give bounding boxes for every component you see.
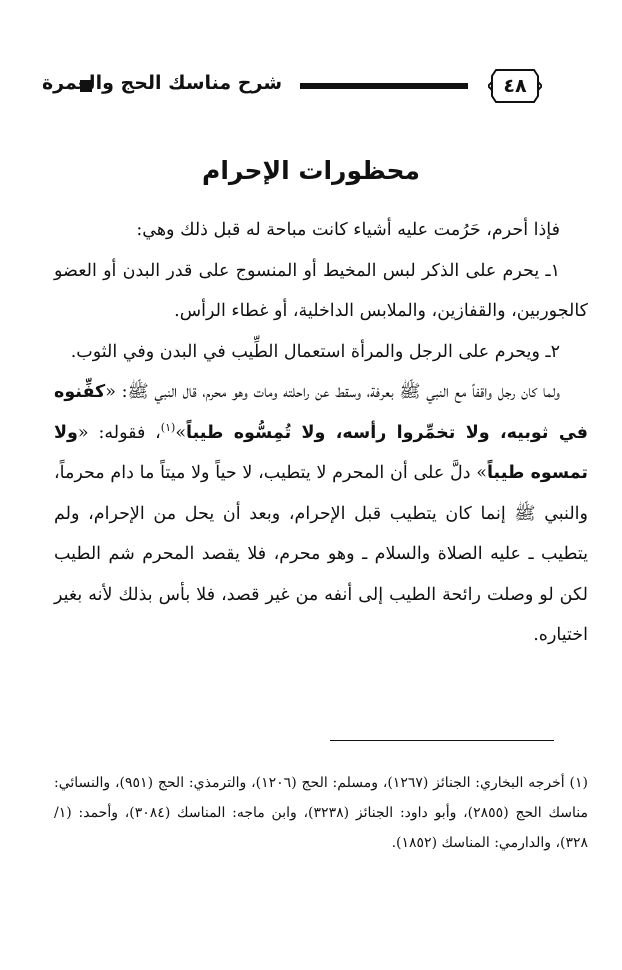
section-title: محظورات الإحرام [202, 156, 420, 185]
page-number-badge [488, 66, 542, 106]
hadith-intro: ولما كان رجل واقفاً مع النبي ﷺ بعرفة، وسقط عن راحلته ومات وهو محرم، قال النبي ﷺ: « [105, 382, 560, 402]
paragraph: ٢ـ ويحرم على الرجل والمرأة استعمال الطِّيب في البدن وفي الثوب. [70, 341, 560, 362]
footnotes [54, 768, 588, 858]
hadith-quote: كفِّنوه في ثوبيه، ولا تخمِّروا رأسه، ولا تُمِسُّوه طيباً [54, 382, 588, 443]
running-title: شرح مناسك الحج والعمرة [41, 72, 282, 94]
paragraph: ١ـ يحرم على الذكر لبس المخيط أو المنسوج على قدر البدن أو العضو كالجوربين، والقفازين، والملابس الداخلية، أو غطاء الرأس. [54, 260, 588, 321]
footnote-separator [330, 740, 554, 741]
paragraph: فإذا أحرم، حَرُمت عليه أشياء كانت مباحة له قبل ذلك وهي: [136, 220, 560, 240]
page-number: ٤٨ [503, 75, 527, 97]
body-text [54, 210, 588, 656]
hadith-quote-2: ولا تمسوه طيباً [54, 422, 589, 483]
footnote: (١) أخرجه البخاري: الجنائز (١٢٦٧)، ومسلم: الحج (١٢٠٦)، والترمذي: الحج (٩٥١)، والنسائي: مناسك الحج (٢٨٥٥)، وأبو داود: الجنائز (٣٢٣٨)، وابن ماجه: المناسك (٣٠٨٤)، وأحمد: (١/ ٣٢٨)، والدارمي: المناسك (١٨٥٢). [54, 775, 588, 851]
hadith-mid: ، فقوله: « [77, 422, 161, 443]
hadith-paragraph [54, 372, 588, 656]
hadith-rest: » دلَّ على أن المحرم لا يتطيب، لا حياً ولا ميتاً ما دام محرماً، والنبي ﷺ إنما كان يتطيب قبل الإحرام، وبعد أن يحل من الإحرام، ولم يتطيب ـ عليه الصلاة والسلام ـ وهو محرم، فلا يقصد المحرم شم الطيب لكن لو وصلت رائحة الطيب إلى أنفه من غير قصد، فلا بأس بذلك لأنه بغير اختياره. [54, 463, 588, 645]
footnote-ref[interactable]: (١) [160, 420, 176, 434]
page-header [0, 66, 622, 110]
header-rule [300, 83, 468, 89]
quote-close: » [175, 422, 187, 443]
